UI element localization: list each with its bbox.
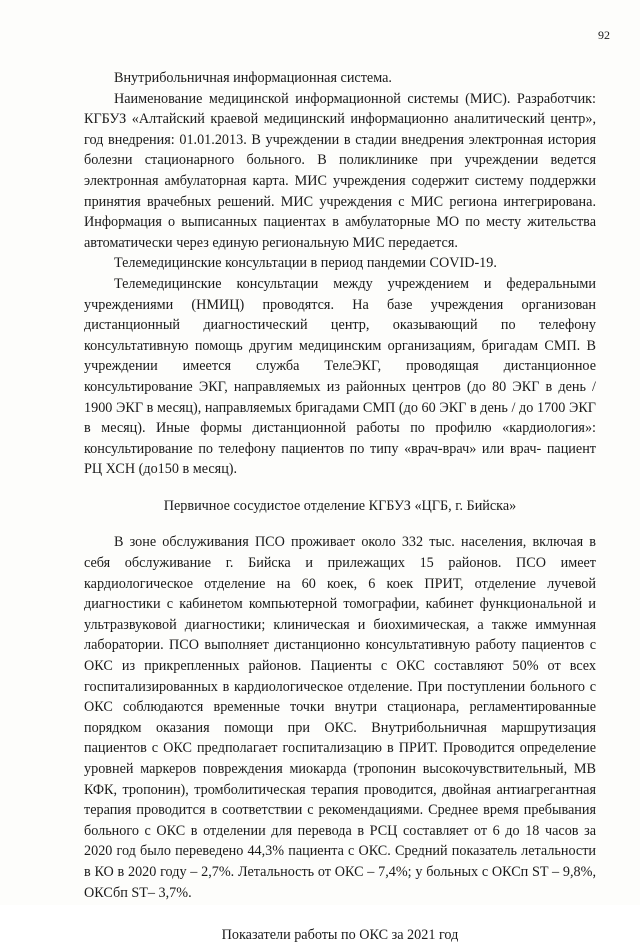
mis-heading: Внутрибольничная информационная система.	[114, 70, 392, 86]
telemedicine-paragraph: Телемедицинские консультации между учреждением и федеральными учреждениями (НМИЦ) проводятся. На базе учреждения организован дистанционный диагностический центр, оказывающий по телефону консультативную помощь другим медицинским организациям, бригадам СМП. В учреждении имеется служба ТелеЭКГ, проводящая дистанционное консультирование ЭКГ, направляемых из районных центров (до 80 ЭКГ в день / 1900 ЭКГ в месяц), направляемых бригадами СМП (до 60 ЭКГ в день / до 1700 ЭКГ в месяц). Иные формы дистанционной работы по профилю «кардиология»: консультирование по телефону пациентов по типу «врач-врач» или врач- пациент РЦ ХСН (до150 в месяц).	[84, 275, 596, 478]
oks-indicators-title: Показатели работы по ОКС за 2021 год	[221, 927, 459, 944]
page-body	[84, 68, 596, 946]
mis-paragraph: Наименование медицинской информационной системы (МИС). Разработчик: КГБУЗ «Алтайский краевой медицинский информационно аналитический центр», год внедрения: 01.01.2013. В учреждении в стадии внедрения электронная история болезни стационарного больного. В поликлинике при учреждении ведется электронная амбулаторная карта. МИС учреждения содержит систему поддержки принятия врачебных решений. МИС учреждения с МИС региона интегрирована. Информация о выписанных пациентах в амбулаторные МО по месту жительства автоматически через единую региональную МИС передается.	[84, 90, 596, 251]
telemedicine-heading: Телемедицинские консультации в период пандемии COVID-19.	[114, 255, 497, 272]
pso-paragraph: В зоне обслуживания ПСО проживает около 332 тыс. населения, включая в себя обслуживание г. Бийска и прилежащих 15 районов. ПСО имеет кардиологическое отделение на 60 коек, 6 коек ПРИТ, отделение лучевой диагностики с кабинетом компьютерной томографии, кабинет функциональной и ультразвуковой диагностики; клиническая и биохимическая, а также иммунная лаборатории. ПСО выполняет дистанционно консультативную работу пациентов с ОКС из прикрепленных районов. Пациенты с ОКС составляют 50% от всех госпитализированных в кардиологическое отделение. При поступлении больного с ОКС соблюдаются временные точки внутри стационара, регламентированные порядком оказания помощи при ОКС. Внутрибольничная маршрутизация пациентов с ОКС предполагает госпитализацию в ПРИТ. Проводится определение уровней маркеров повреждения миокарда (тропонин высокочувствительный, МВ КФК, тропонин), тромболитическая терапия проводится, двойная антиагрегантная терапия проводится в соответствии с рекомендациями. Среднее время пребывания больного с ОКС в отделении для перевода в РСЦ составляет от 6 до 18 часов за 2020 год было переведено 44,3% пациента с ОКС. Средний показатель летальности в КО в 2020 году – 2,7%. Летальность от ОКС – 7,4%; у больных с ОКСп ST – 9,8%, ОКСбп ST– 3,7%.	[84, 534, 596, 901]
pso-section-title: Первичное сосудистое отделение КГБУЗ «ЦГБ, г. Бийска»	[163, 497, 517, 514]
page-number: 92	[598, 28, 610, 42]
